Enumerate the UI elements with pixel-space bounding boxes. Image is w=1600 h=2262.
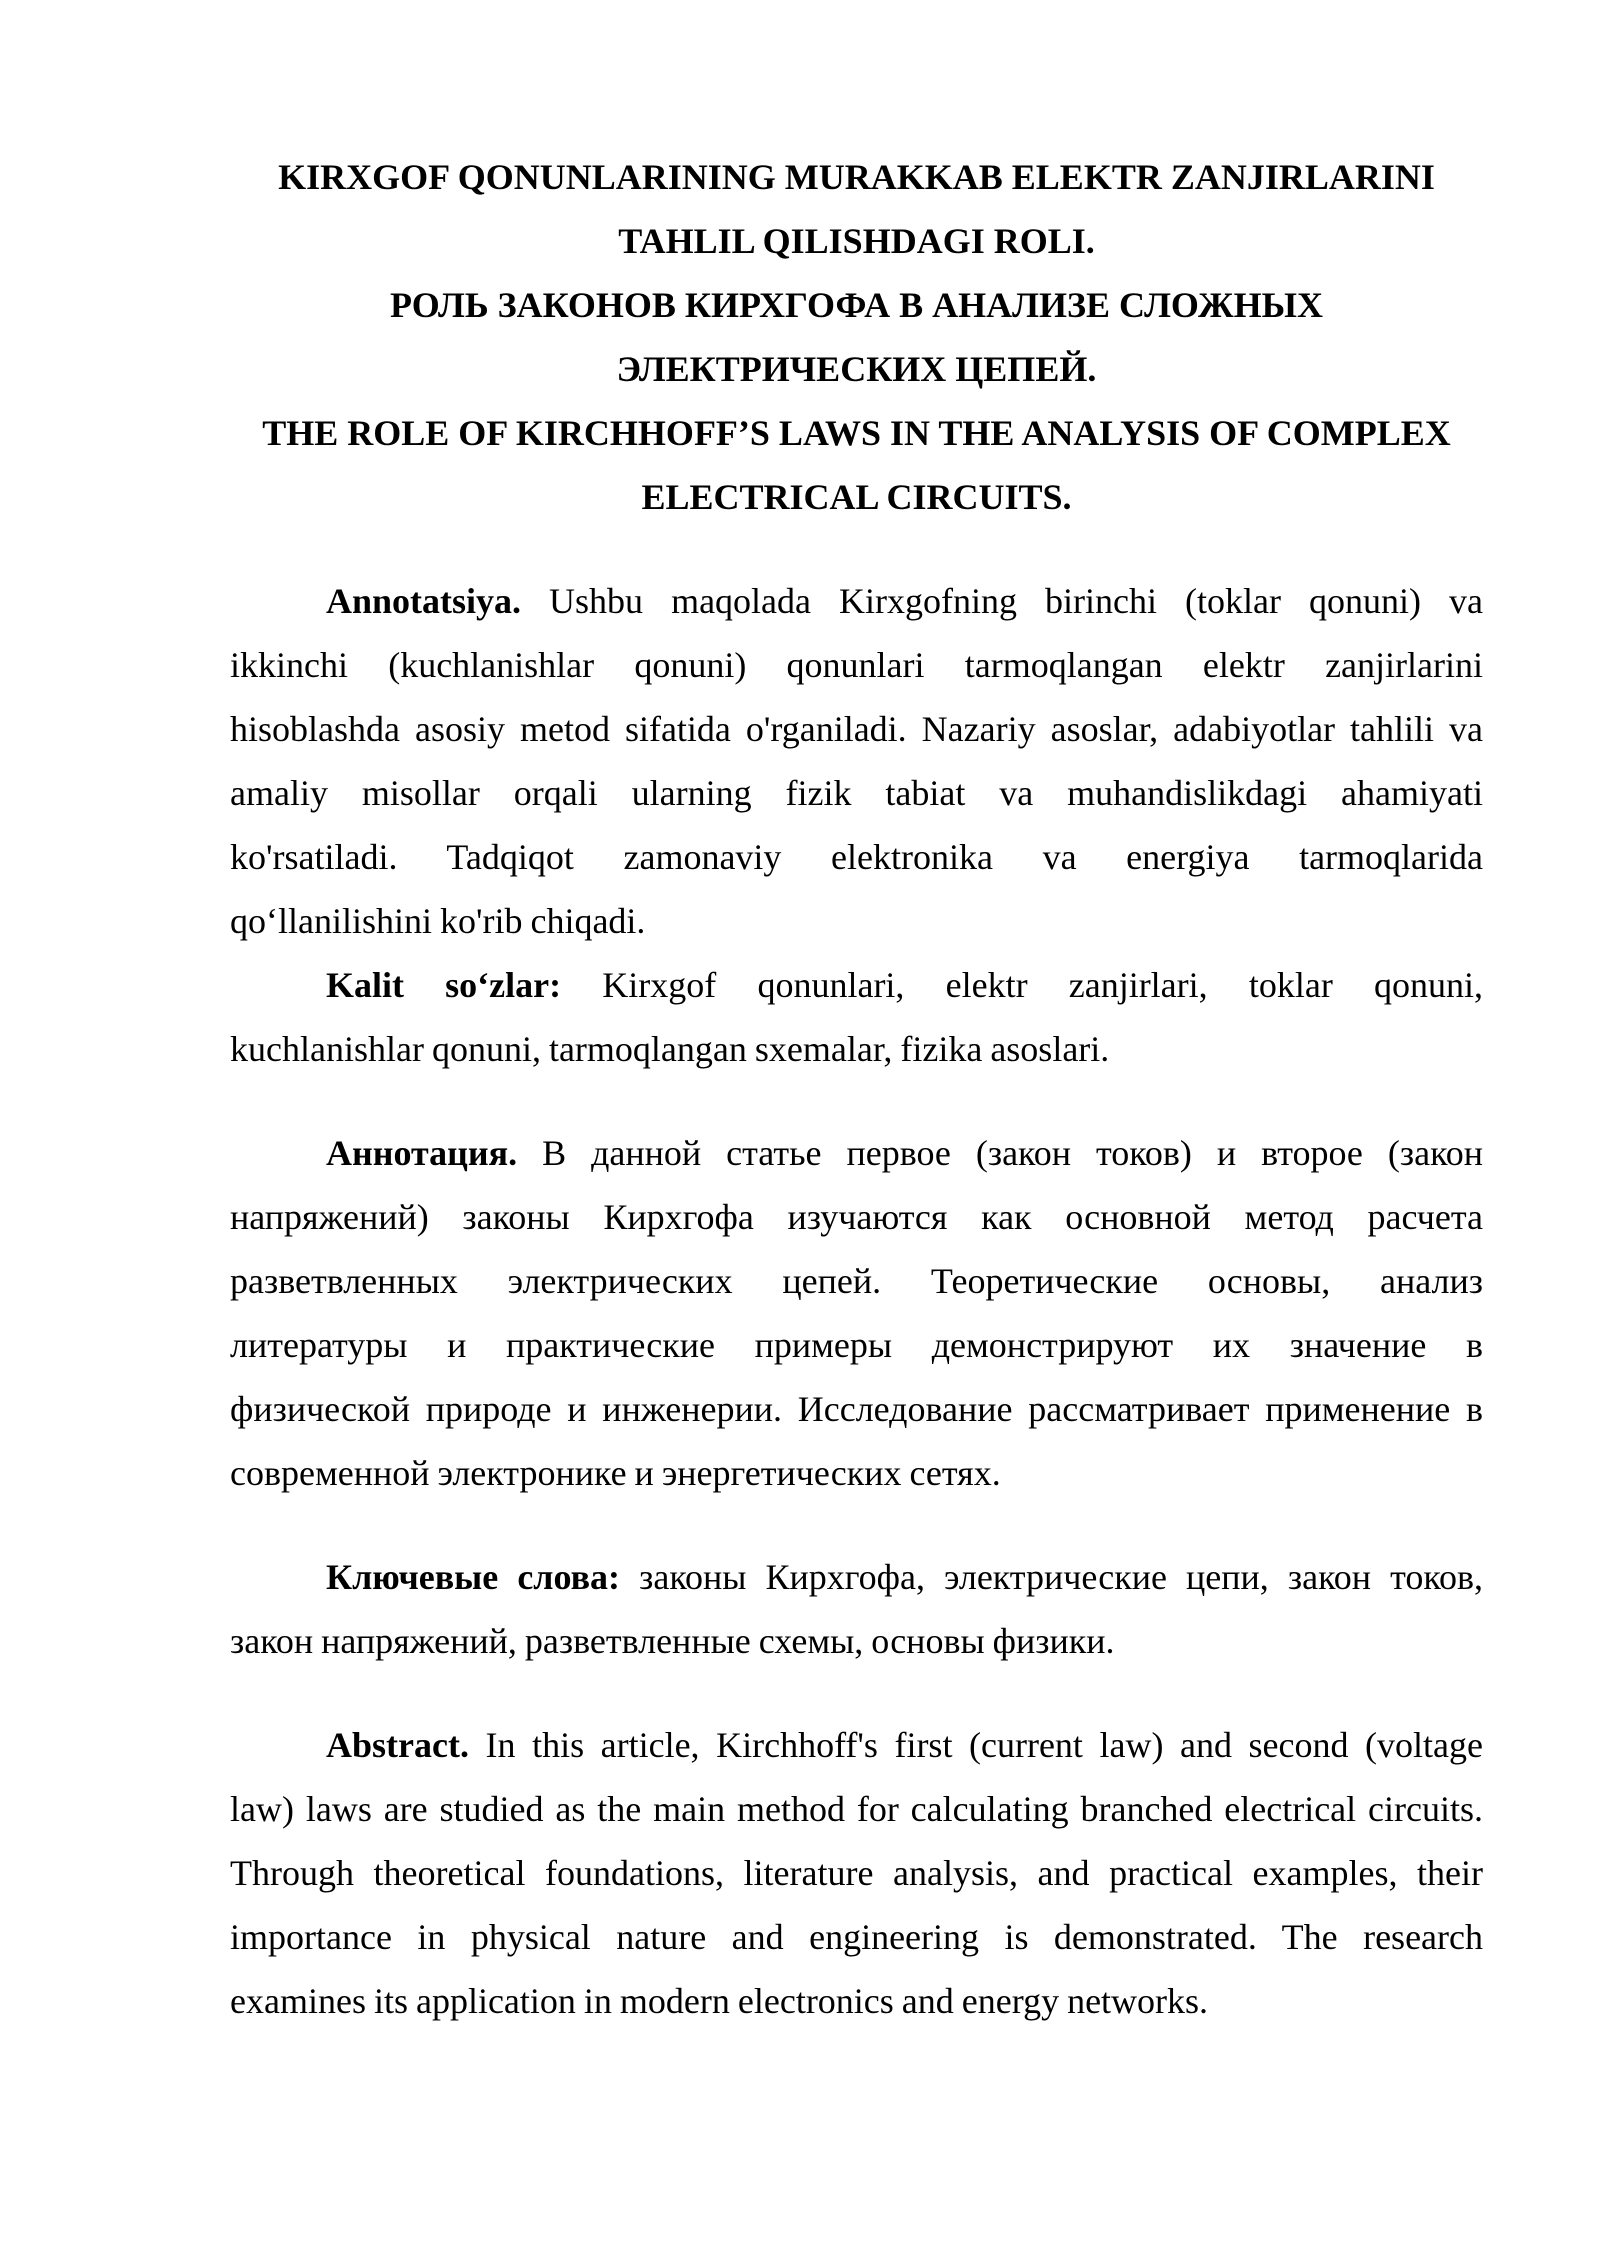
line-text: In this article, Kirchhoff's first (current law) and second (voltage [468, 1725, 1483, 1765]
title-line: TAHLIL QILISHDAGI ROLI. [618, 221, 1095, 261]
line-text: Ushbu maqolada Kirxgofning birinchi (toklar qonuni) va [521, 581, 1483, 621]
title-line: ELECTRICAL CIRCUITS. [641, 477, 1072, 517]
document-body [230, 569, 1483, 2033]
line-text: hisoblashda asosiy metod sifatida o'rganiladi. Nazariy asoslar, adabiyotlar tahlili va [230, 709, 1483, 749]
paragraph-abstract-uz [230, 569, 1483, 953]
paragraph-keywords-ru [230, 1545, 1483, 1673]
text-line [230, 633, 1483, 697]
text-line [230, 889, 1483, 953]
paragraph-lead: Аннотация. [326, 1133, 518, 1173]
text-line [230, 1121, 1483, 1185]
line-text: современной электронике и энергетических сетях. [230, 1453, 1001, 1493]
line-text: ko'rsatiladi. Tadqiqot zamonaviy elektronika va energiya tarmoqlarida [230, 837, 1483, 877]
line-text: Kirxgof qonunlari, elektr zanjirlari, toklar qonuni, [561, 965, 1483, 1005]
text-line [230, 825, 1483, 889]
text-line [230, 1545, 1483, 1609]
line-text: разветвленных электрических цепей. Теоретические основы, анализ [230, 1261, 1483, 1301]
title-line: KIRXGOF QONUNLARINING MURAKKAB ELEKTR ZANJIRLARINI [278, 157, 1435, 197]
text-line [230, 1441, 1483, 1505]
line-text: amaliy misollar orqali ularning fizik tabiat va muhandislikdagi ahamiyati [230, 773, 1483, 813]
line-text: закон напряжений, разветвленные схемы, основы физики. [230, 1621, 1115, 1661]
text-line [230, 1905, 1483, 1969]
line-text: физической природе и инженерии. Исследование рассматривает применение в [230, 1389, 1483, 1429]
paragraph-keywords-uz [230, 953, 1483, 1081]
line-text: kuchlanishlar qonuni, tarmoqlangan sxemalar, fizika asoslari. [230, 1029, 1110, 1069]
paragraph-abstract-ru [230, 1121, 1483, 1505]
line-text: importance in physical nature and engineering is demonstrated. The research [230, 1917, 1483, 1957]
line-text: qo‘llanilishini ko'rib chiqadi. [230, 901, 646, 941]
text-line [230, 1185, 1483, 1249]
text-line [230, 953, 1483, 1017]
line-text: examines its application in modern electronics and energy networks. [230, 1981, 1209, 2021]
text-line [230, 1969, 1483, 2033]
text-line [230, 761, 1483, 825]
paragraph-lead: Kalit so‘zlar: [326, 965, 562, 1005]
paragraph-lead: Abstract. [326, 1725, 469, 1765]
title-line: THE ROLE OF KIRCHHOFF’S LAWS IN THE ANALYSIS OF COMPLEX [262, 413, 1451, 453]
text-line [230, 1609, 1483, 1673]
text-line [230, 1777, 1483, 1841]
document-content [230, 145, 1483, 2033]
line-text: ikkinchi (kuchlanishlar qonuni) qonunlari tarmoqlangan elektr zanjirlarini [230, 645, 1483, 685]
title-line: РОЛЬ ЗАКОНОВ КИРХГОФА В АНАЛИЗЕ СЛОЖНЫХ [390, 285, 1323, 325]
text-line [230, 1713, 1483, 1777]
paragraph-abstract-en [230, 1713, 1483, 2033]
paragraph-lead: Ключевые слова: [326, 1557, 621, 1597]
text-line [230, 697, 1483, 761]
document-title [230, 145, 1483, 529]
line-text: законы Кирхгофа, электрические цепи, закон токов, [620, 1557, 1483, 1597]
line-text: литературы и практические примеры демонстрируют их значение в [230, 1325, 1483, 1365]
title-line: ЭЛЕКТРИЧЕСКИХ ЦЕПЕЙ. [616, 349, 1097, 389]
line-text: напряжений) законы Кирхгофа изучаются как основной метод расчета [230, 1197, 1483, 1237]
text-line [230, 569, 1483, 633]
text-line [230, 1313, 1483, 1377]
text-line [230, 1017, 1483, 1081]
line-text: Through theoretical foundations, literature analysis, and practical examples, their [230, 1853, 1483, 1893]
text-line [230, 1377, 1483, 1441]
line-text: В данной статье первое (закон токов) и второе (закон [517, 1133, 1483, 1173]
paragraph-lead: Annotatsiya. [326, 581, 522, 621]
text-line [230, 1249, 1483, 1313]
line-text: law) laws are studied as the main method for calculating branched electrical circuits. [230, 1789, 1483, 1829]
text-line [230, 1841, 1483, 1905]
